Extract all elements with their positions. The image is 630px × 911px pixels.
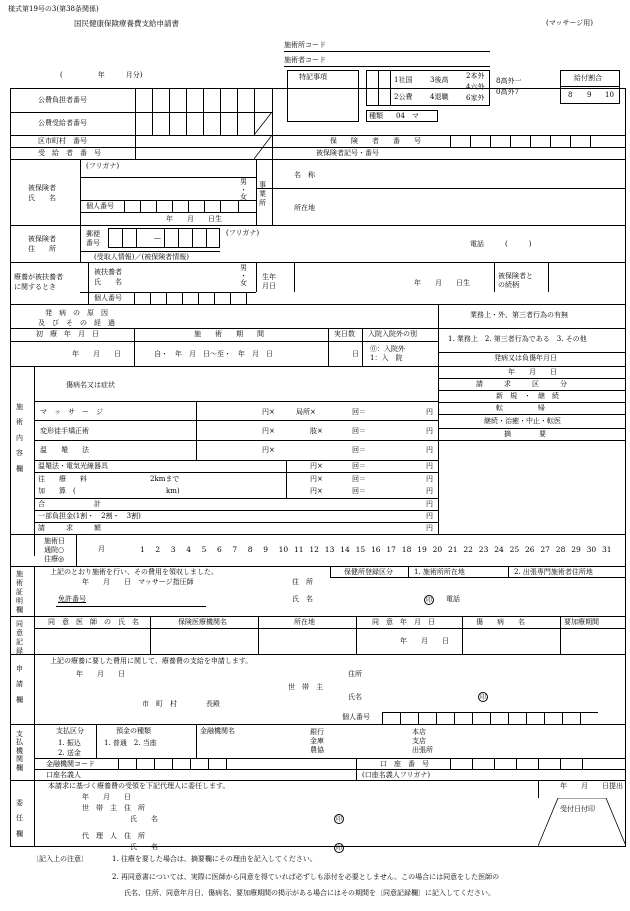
total-yen: 円: [426, 500, 433, 508]
dependent-birth-label: 生年 月日: [262, 273, 276, 291]
insured-symbol-label: 被保険者記号・番号: [316, 149, 379, 157]
agent-addr-label: 代 理 人 住 所: [82, 832, 145, 840]
treatment-day[interactable]: 24: [494, 545, 504, 554]
summary-label: 摘 要: [504, 430, 546, 438]
postal-label: 郵便 番号: [86, 230, 100, 248]
benefit-rate-label: 給付割合: [574, 74, 602, 82]
deform-times: 回＝: [352, 427, 366, 435]
treatment-day[interactable]: 4: [186, 545, 191, 554]
total-label: 合 計: [38, 500, 101, 508]
cat-koreigai7[interactable]: 0高外7: [496, 88, 519, 96]
treatment-day[interactable]: 16: [371, 545, 381, 554]
visit-yen: 円×: [310, 475, 323, 483]
add-times: 回＝: [352, 487, 366, 495]
day-unit: 日: [352, 350, 359, 358]
office-name-label: 名 称: [294, 171, 315, 179]
treatment-day[interactable]: 28: [555, 545, 566, 554]
add-yen: 円×: [310, 487, 323, 495]
treatment-period-label: 施 術 期 間: [194, 330, 264, 338]
warm-total-yen: 円: [426, 446, 433, 454]
treatment-month: 月: [98, 545, 105, 553]
dependent-birth: 年 月 日生: [414, 279, 470, 287]
registration-opt-1[interactable]: 1. 施術所所在地: [414, 568, 465, 576]
fin-code-label: 金融機関コード: [46, 760, 95, 768]
note-2: 2. 再同意書については、実際に医師から同意を得ていれば必ずしも添付を必要としません。この場合には同意をした医師の: [112, 873, 500, 881]
insured-personal-no-label: 個人番号: [86, 202, 114, 210]
pay-transfer-option[interactable]: 1. 振込: [58, 739, 81, 747]
recipient-no-label: 受 給 者 番 号: [38, 149, 101, 157]
treatment-day[interactable]: 5: [201, 545, 207, 554]
notes-label: 〔記入上の注意〕: [32, 855, 88, 863]
treatment-day[interactable]: 14: [340, 545, 350, 554]
cat-4[interactable]: 4退職: [430, 93, 449, 101]
treatment-day[interactable]: 18: [401, 545, 412, 554]
cert-section-label: 施 術 証 明 欄: [16, 570, 23, 615]
visit-times: 回＝: [352, 475, 366, 483]
treatment-day[interactable]: 15: [355, 545, 366, 554]
add-total-yen: 円: [426, 487, 433, 495]
dependent-name-label: 被扶養者 氏 名: [94, 268, 122, 286]
injury-cause-label: 発 病 の 原 因 及 び そ の 経 過: [38, 309, 115, 328]
rate-8[interactable]: 8: [568, 91, 573, 99]
receiver-info-label: (受取人情報)／(被保険者情報): [94, 253, 189, 261]
kind-value: 04 マ: [396, 112, 419, 120]
treatment-day[interactable]: 22: [463, 545, 473, 554]
work-related-options[interactable]: 1. 業務上 2. 第三者行為である 3. その他: [448, 335, 587, 343]
institution-code-label: 施術所コード: [284, 41, 326, 49]
treatment-day[interactable]: 19: [417, 545, 427, 554]
visit-fee-label: 往 療 料: [38, 475, 87, 483]
kind-label: 種類: [369, 112, 383, 120]
rate-9[interactable]: 9: [587, 91, 592, 99]
license-no-label: 免許番号: [58, 595, 86, 603]
apply-city-label: 市 町 村: [142, 700, 177, 708]
massage-label: マ ッ サ ー ジ: [40, 408, 103, 416]
add-fee-label: 加 算 (: [38, 487, 76, 495]
treatment-day[interactable]: 3: [170, 545, 176, 554]
cat-mukei[interactable]: 4六外: [466, 83, 485, 91]
addr-furigana-label: (フリガナ): [226, 229, 260, 237]
agent-seal: 印: [335, 845, 342, 852]
form-number: 様式第19号の3(第38条関係): [8, 5, 99, 13]
first-visit-label: 初 療 年 月 日: [36, 330, 99, 338]
deposit-type-options[interactable]: 1. 普通 2. 当座: [104, 739, 157, 747]
disease-label: 傷病名又は症状: [66, 381, 115, 389]
massage-times: 回＝: [352, 408, 366, 416]
treatment-day[interactable]: 12: [309, 545, 319, 554]
cert-addr-label: 住 所: [292, 578, 313, 586]
cert-text: 上記のとおり施術を行い、その費用を領収しました。: [50, 568, 218, 576]
warm-label: 温 罨 法: [40, 446, 89, 454]
treatment-day[interactable]: 17: [386, 545, 396, 554]
treatment-day[interactable]: 20: [432, 545, 443, 554]
account-holder-label: 口座名義人: [46, 771, 81, 779]
warm-elec-times: 回＝: [352, 462, 366, 470]
deposit-type-label: 預金の種類: [116, 727, 151, 735]
cat-kazoku[interactable]: 6家外: [466, 94, 485, 102]
cert-seal: 印: [425, 597, 432, 604]
account-no-label: 口 座 番 号: [380, 760, 429, 768]
rate-10[interactable]: 10: [605, 91, 614, 99]
new-continue-options[interactable]: 新 規 ・ 継 続: [496, 392, 559, 400]
add-km: km): [166, 487, 180, 495]
visit-total-yen: 円: [426, 475, 433, 483]
cat-3[interactable]: 3後高: [430, 76, 449, 84]
form-title: 国民健康保険療養費支給申請書: [74, 19, 179, 28]
treatment-day[interactable]: 10: [278, 545, 289, 554]
period-value: 自・ 年 月 日～至・ 年 月 日: [154, 350, 273, 358]
deform-total-yen: 円: [426, 427, 433, 435]
consent-doctor-label: 同 意 医 師 の 氏 名: [48, 618, 139, 626]
note-3: 氏名、住所、同意年月日、傷病名、要加療期間の掲示がある場合にはその期間を〔同意記録欄〕に記入してください。: [124, 889, 495, 897]
apply-date: 年 月 日: [76, 670, 125, 678]
treatment-day[interactable]: 2: [155, 545, 161, 554]
claim-amount-label: 請 求 額: [38, 524, 101, 532]
warm-elec-label: 温罨法・電気光線器具: [38, 462, 108, 470]
consent-period-label: 要加療期間: [564, 618, 599, 626]
delegate-section-label: 委 任 欄: [16, 799, 23, 838]
insured-birth: 年 月 日生: [166, 215, 222, 223]
massage-total-yen: 円: [426, 408, 433, 416]
outcome-options[interactable]: 継続・治癒・中止・転医: [484, 417, 561, 425]
outcome-label: 転 帰: [496, 404, 545, 412]
consent-date-value: 年 月 日: [400, 637, 449, 645]
treatment-day[interactable]: 11: [294, 545, 304, 554]
insured-furigana-label: (フリガナ): [86, 162, 120, 170]
note-1: 1. 往療を要した場合は、摘要欄にその理由を記入してください。: [112, 855, 317, 863]
actual-days-label: 実日数: [334, 330, 355, 338]
submit-date: 年 月 日提出: [560, 782, 623, 790]
insured-phone-label: 電話 ( ): [470, 240, 532, 248]
warm-yen: 円×: [262, 446, 275, 454]
deform-yen: 円×: [262, 427, 275, 435]
office-addr-label: 所在地: [294, 204, 315, 212]
branch-type-options[interactable]: 本店 支店 出張所: [412, 728, 433, 755]
partial-burden-label: 一部負担金(1割・ 2割・ 3割): [38, 512, 141, 520]
cat-honnin[interactable]: 2本外: [466, 72, 485, 80]
treatment-day[interactable]: 6: [217, 545, 222, 554]
apply-head-label: 世 帯 主: [288, 683, 323, 691]
treatment-day[interactable]: 23: [478, 545, 489, 554]
apply-addr-label: 住所: [348, 670, 362, 678]
warm-elec-yen: 円×: [310, 462, 323, 470]
registration-label: 保健所登録区分: [344, 568, 393, 576]
delegate-date: 年 月 日: [82, 793, 131, 801]
consent-location-label: 所在地: [294, 618, 315, 626]
dependent-personal-no-label: 個人番号: [94, 294, 122, 302]
delegate-seal: 印: [335, 816, 342, 823]
cert-name-label: 氏 名: [292, 595, 313, 603]
municipal-no-label: 区市町村 番号: [38, 137, 87, 145]
office-label: 事 業 所: [259, 181, 266, 208]
dependent-sex[interactable]: 男 ・ 女: [240, 264, 247, 288]
treatment-day[interactable]: 31: [602, 545, 612, 554]
treatment-day[interactable]: 21: [448, 545, 458, 554]
cat-2[interactable]: 2公費: [394, 93, 413, 101]
onset-date-label: 発病又は負傷年月日: [494, 354, 557, 362]
dependent-label: 療養が被扶養者 に関するとき: [14, 273, 63, 291]
treatment-day[interactable]: 30: [586, 545, 597, 554]
visit-2km: 2kmまで: [150, 475, 180, 483]
work-related-label: 業務上・外、第三者行為の有無: [470, 311, 568, 319]
bank-type-options[interactable]: 銀行 金庫 農協: [310, 728, 324, 755]
claim-type-label: 請 求 区 分: [476, 380, 567, 388]
claim-yen: 円: [426, 524, 433, 532]
apply-section-label: 申 請 欄: [16, 665, 23, 704]
massage-note: (マッサージ用): [546, 19, 594, 27]
cat-koreigai[interactable]: 8高外一: [496, 77, 522, 85]
warm-times: 回＝: [352, 446, 366, 454]
insured-addr-label: 被保険者 住 所: [28, 235, 56, 253]
insured-sex[interactable]: 男 ・ 女: [240, 178, 247, 202]
deform-label: 変形徒手矯正術: [40, 427, 89, 435]
apply-chief-label: 長殿: [206, 700, 220, 708]
massage-yen: 円×: [262, 408, 275, 416]
fin-inst-label: 金融機関名: [200, 727, 235, 735]
in-out-label: 入院入院外の別: [368, 330, 417, 338]
consent-section-label: 同 意 記 録: [16, 620, 23, 656]
treatment-day[interactable]: 13: [324, 545, 335, 554]
special-notes-label: 特記事項: [299, 73, 327, 81]
cert-date: 年 月 日 マッサージ指圧師: [82, 578, 194, 586]
apply-text: 上記の療養に要した費用に関して、療養費の支給を申請します。: [50, 657, 253, 665]
pay-kind-label: 支払区分: [56, 727, 84, 735]
treatment-day[interactable]: 26: [525, 545, 535, 554]
practitioner-code-label: 施術者コード: [284, 56, 326, 64]
apply-personal-no-label: 個人番号: [342, 713, 370, 721]
in-out-options[interactable]: ⓪：入院外 1：入 院: [370, 345, 405, 363]
public-payer-label: 公費負担者番号: [38, 96, 87, 104]
first-visit-date: 年 月 日: [72, 350, 121, 358]
treatment-day[interactable]: 9: [263, 545, 268, 554]
onset-date-value: 年 月 日: [508, 368, 557, 376]
agent-name-label: 氏 名: [130, 843, 158, 851]
registration-opt-2[interactable]: 2. 出張専門施術者住所地: [514, 568, 593, 576]
consent-disease-label: 傷 病 名: [476, 618, 525, 626]
treatment-day[interactable]: 25: [509, 545, 520, 554]
cert-phone-label: 電話: [446, 595, 460, 603]
deform-limbs: 肢×: [310, 427, 323, 435]
treatment-day[interactable]: 1: [140, 545, 145, 554]
pay-section-label: 支 払 機 関 欄: [16, 730, 23, 772]
consent-med-inst-label: 保険医療機関名: [178, 618, 227, 626]
warm-elec-total-yen: 円: [426, 462, 433, 470]
massage-local: 局所×: [296, 408, 316, 416]
apply-seal: 印: [479, 694, 486, 701]
account-holder-kana-label: (口座名義人フリガナ): [362, 771, 431, 779]
pay-remit-option[interactable]: 2. 送金: [58, 749, 81, 757]
cat-1[interactable]: 1社国: [394, 76, 413, 84]
treatment-day[interactable]: 7: [232, 545, 238, 554]
dependent-relation-label: 被保険者と の続柄: [498, 272, 533, 290]
treatment-day[interactable]: 8: [247, 545, 253, 554]
reception-stamp-label: 受付日付印: [560, 805, 595, 813]
delegate-head-label: 世 帯 主 住 所: [82, 804, 145, 812]
treatment-days-label: 施術日 通院○ 往療◎: [44, 537, 65, 564]
treatment-day[interactable]: 29: [571, 545, 581, 554]
treatment-day[interactable]: 27: [540, 545, 550, 554]
insurer-no-label: 保 険 者 番 号: [330, 137, 421, 145]
delegate-text: 本請求に基づく療養費の受領を下記代理人に委任します。: [48, 782, 230, 790]
insured-name-label: 被保険者 氏 名: [28, 184, 56, 202]
treatment-section-label: 施 術 内 容 欄: [16, 403, 23, 473]
consent-date-label: 同 意 年 月 日: [372, 618, 435, 626]
apply-name-label: 氏名: [348, 693, 362, 701]
claim-period: ( 年 月分): [60, 71, 143, 79]
partial-yen: 円: [426, 512, 433, 520]
delegate-name-label: 氏 名: [130, 815, 158, 823]
public-recipient-label: 公費受給者番号: [38, 119, 87, 127]
